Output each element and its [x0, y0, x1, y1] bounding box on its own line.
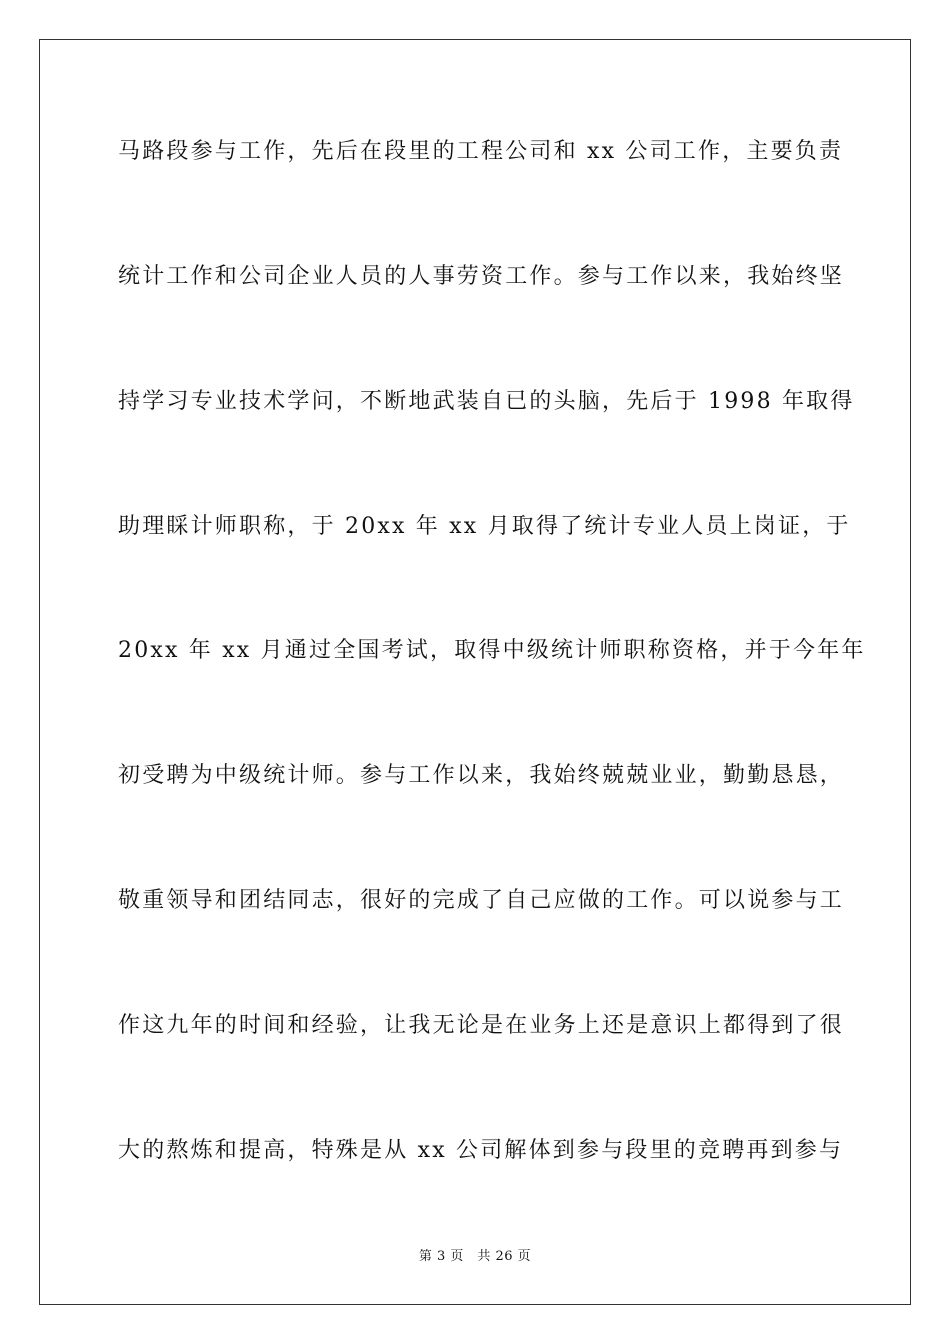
body-text-line-6: 初受聘为中级统计师。参与工作以来，我始终兢兢业业，勤勤恳恳，	[118, 763, 845, 788]
body-text-line-3: 持学习专业技术学问，不断地武装自已的头脑，先后于 1998 年取得	[118, 389, 855, 414]
page-border	[39, 39, 911, 1305]
body-text-line-9: 大的熬炼和提高，特殊是从 xx 公司解体到参与段里的竞聘再到参与	[118, 1138, 844, 1163]
body-text-line-1: 马路段参与工作，先后在段里的工程公司和 xx 公司工作，主要负责	[118, 139, 844, 164]
body-text-line-5: 20xx 年 xx 月通过全国考试，取得中级统计师职称资格，并于今年年	[118, 638, 866, 663]
body-text-line-2: 统计工作和公司企业人员的人事劳资工作。参与工作以来，我始终坚	[118, 264, 845, 289]
body-text-line-4: 助理睬计师职称，于 20xx 年 xx 月取得了统计专业人员上岗证，于	[118, 514, 851, 539]
page-number-footer: 第 3 页 共 26 页	[418, 1249, 532, 1264]
body-text-line-7: 敬重领导和团结同志，很好的完成了自己应做的工作。可以说参与工	[118, 888, 845, 913]
body-text-line-8: 作这九年的时间和经验，让我无论是在业务上还是意识上都得到了很	[118, 1013, 845, 1038]
